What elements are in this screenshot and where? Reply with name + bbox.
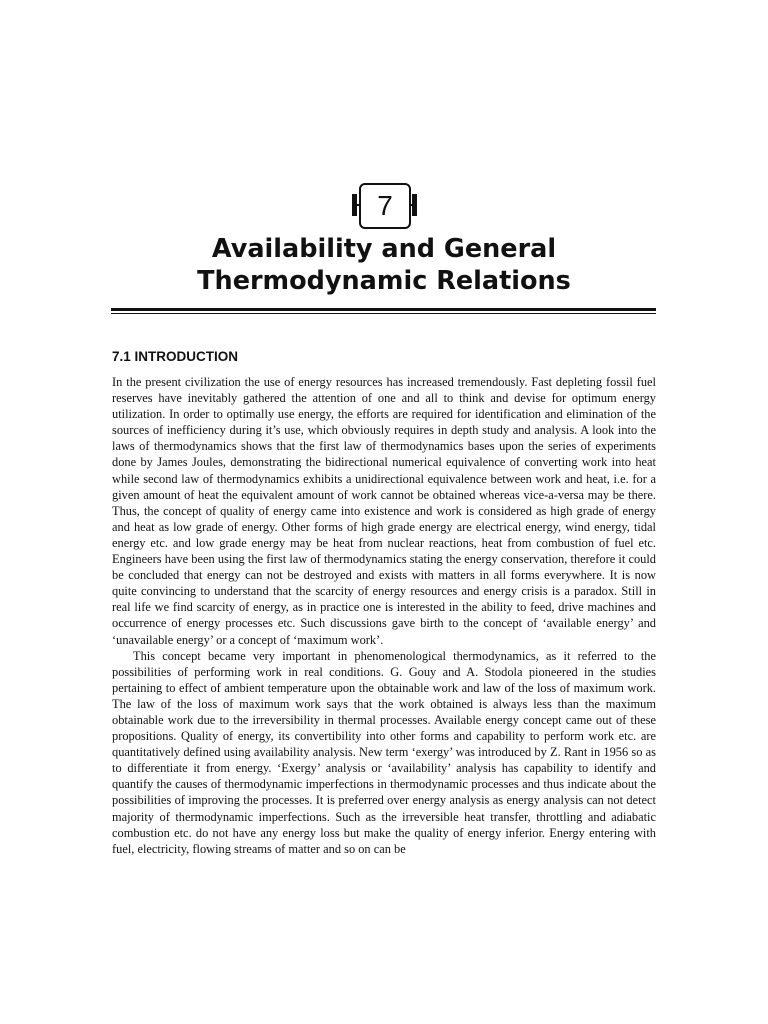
- chapter-number-badge: [0, 183, 768, 227]
- chapter-title: [0, 233, 768, 297]
- title-rule-thin: [111, 313, 656, 314]
- body-text: [112, 374, 656, 857]
- title-rule-thick: [111, 308, 656, 311]
- chapter-title-line-1: Availability and General: [211, 234, 557, 264]
- paragraph-1: In the present civilization the use of energy resources has increased tremendously. Fast depleting fossil fuel reserves have inevitably gathered the attention of one and all to think and devise for optimum energy utilization. In order to optimally use energy, the efforts are required for identification and elimination of the sources of inefficiency during it’s use, which obviously requires in depth study and analysis. A look into the laws of thermodynamics shows that the first law of thermodynamics bases upon the series of experiments done by James Joules, demonstrating the bidirectional numerical equivalence of converting work into heat while second law of thermodynamics exhibits a unidirectional equivalence between work and heat, i.e. for a given amount of heat the equivalent amount of work cannot be obtained whereas vice-a-versa may be there. Thus, the concept of quality of energy came into existence and work is considered as high grade of energy and heat as low grade of energy. Other forms of high grade energy are electrical energy, wind energy, tidal energy etc. and low grade energy may be heat from nuclear reactions, heat from combustion of fuel etc. Engineers have been using the first law of thermodynamics stating the energy conservation, therefore it could be concluded that energy can not be destroyed and exists with matters in all forms everywhere. It is now quite convincing to understand that the scarcity of energy resources and energy crisis is a paradox. Still in real life we find scarcity of energy, as in practice one is interested in the ability to feed, drive machines and occurrence of energy processes etc. Such discussions gave birth to the concept of ‘available energy’ and ‘unavailable energy’ or a concept of ‘maximum work’.: [112, 375, 656, 647]
- paragraph-2: This concept became very important in phenomenological thermodynamics, as it referred to the possibilities of performing work in real conditions. G. Gouy and A. Stodola pioneered in the studies pertaining to effect of ambient temperature upon the obtainable work and law of the loss of maximum work. The law of the loss of maximum work says that the work obtained is always less than the maximum obtainable work due to the irreversibility in thermal processes. Available energy concept came out of these propositions. Quality of energy, its convertibility into other forms and capability to perform work etc. are quantitatively defined using availability analysis. New term ‘exergy’ was introduced by Z. Rant in 1956 so as to differentiate it from energy. ‘Exergy’ analysis or ‘availability’ analysis has capability to identify and quantify the causes of thermodynamic imperfections in thermodynamic processes and thus indicate about the possibilities of improving the processes. It is preferred over energy analysis as energy analysis can not detect majority of thermodynamic imperfections. Such as the irreversible heat transfer, throttling and adiabatic combustion etc. do not have any energy loss but make the quality of energy inferior. Energy entering with fuel, electricity, flowing streams of matter and so on can be: [112, 648, 656, 856]
- chapter-number: 7: [359, 183, 411, 229]
- badge-right-bar: [412, 194, 417, 216]
- chapter-title-line-2: Thermodynamic Relations: [197, 266, 571, 296]
- section-heading: 7.1 INTRODUCTION: [112, 349, 239, 364]
